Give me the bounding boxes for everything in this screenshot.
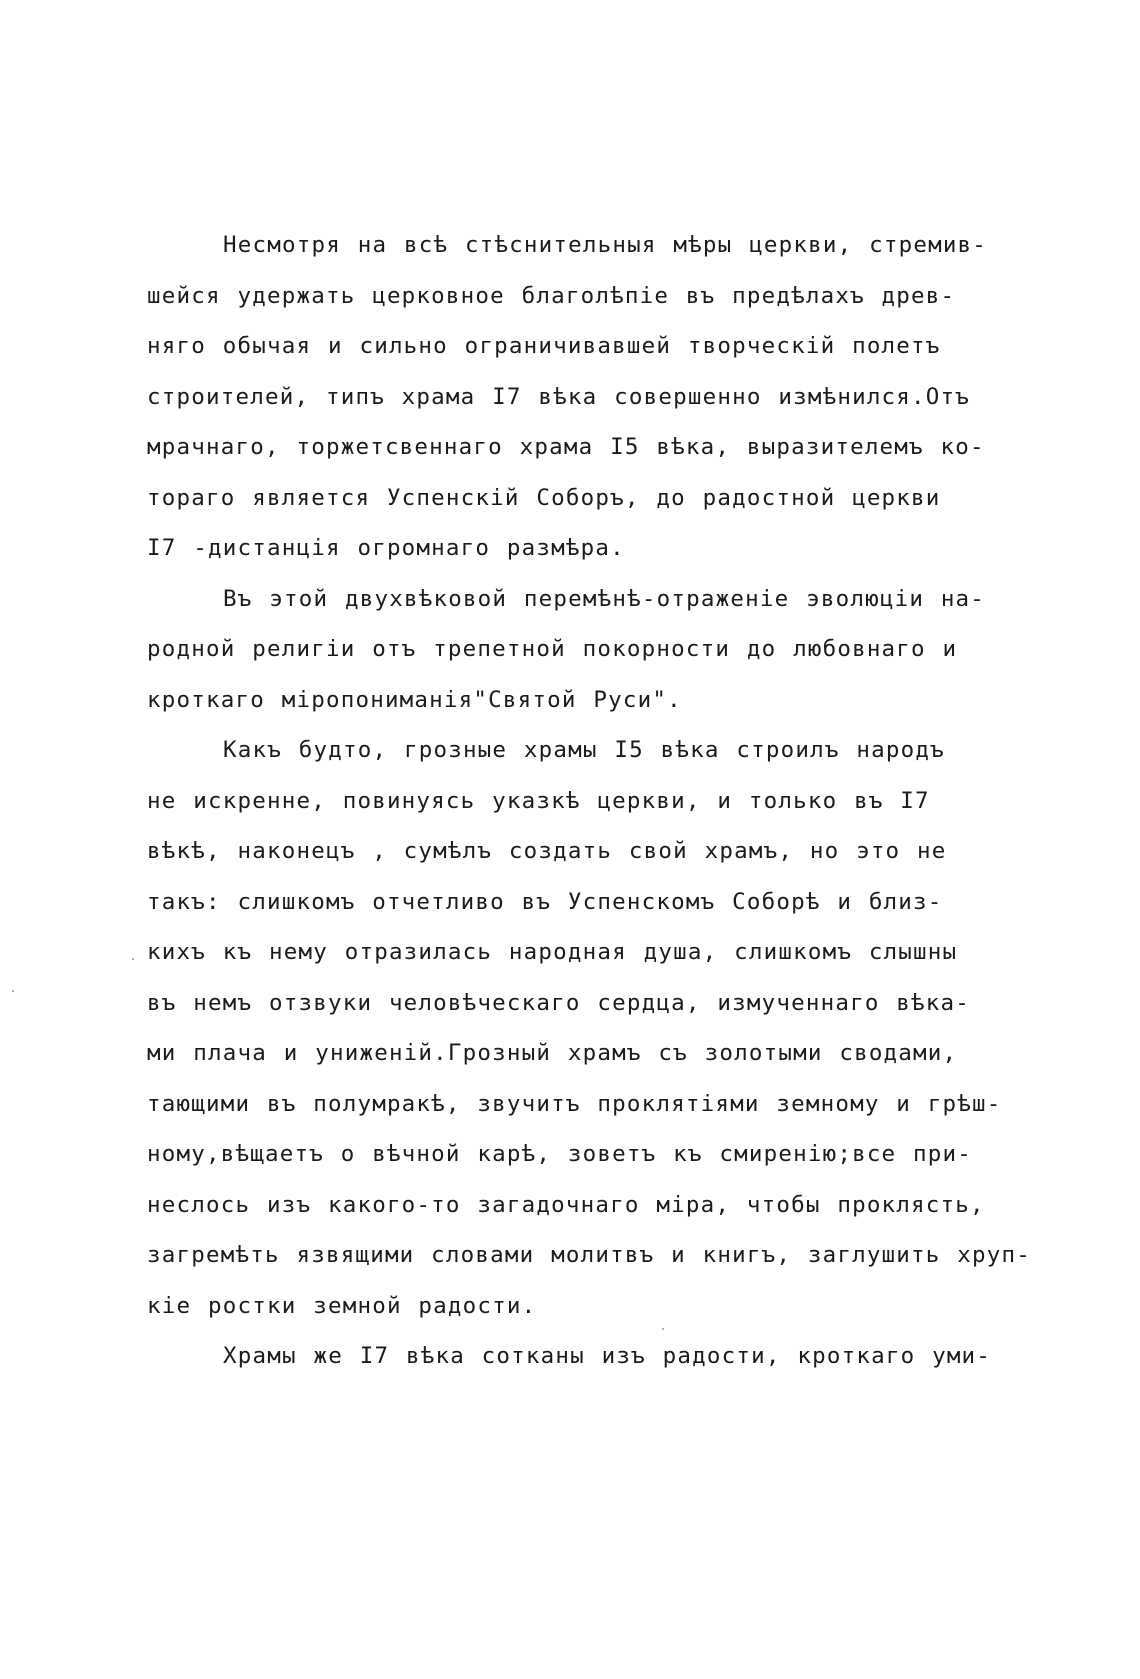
text-line: не искренне, повинуясь указкѣ церкви, и только въ I7 [147,787,930,814]
text-line: шейся удержать церковное благолѣпіе въ предѣлахъ древ- [147,282,956,309]
text-line: неслось изъ какого-то загадочнаго міра, чтобы проклясть, [147,1191,985,1218]
text-line: кіе ростки земной радости. [147,1292,537,1319]
text-line: родной религіи отъ трепетной покорности до любовнаго и [147,636,958,662]
text-line: няго обычая и сильно ограничивавшей творческій полетъ [147,333,941,359]
text-line: мрачнаго, торжетсвеннаго храма I5 вѣка, выразителемъ ко- [147,434,985,460]
text-line: въ немъ отзвуки человѣческаго сердца, измученнаго вѣка- [147,989,971,1016]
text-line: Въ этой двухвѣковой перемѣнѣ-отраженіе эволюціи на- [223,585,986,612]
text-line: тораго является Успенскій Соборъ, до радостной церкви [147,484,941,511]
text-line: кроткаго міропониманія"Святой Руси". [147,686,682,713]
text-line: строителей, типъ храма I7 вѣка совершенно измѣнился.Отъ [147,383,971,410]
text-line: тающими въ полумракѣ, звучитъ проклятіями земному и грѣш- [147,1090,1002,1117]
scan-speck [662,1328,664,1330]
text-line: вѣкѣ, наконецъ , сумѣлъ создать свой храмъ, но это не [147,838,947,864]
text-line: I7 -дистанція огромнаго размѣра. [147,535,625,561]
text-line: Несмотря на всѣ стѣснительныя мѣры церкви, стремив- [223,232,988,258]
text-body [147,220,1067,1382]
text-line: загремѣть язвящими словами молитвъ и книгъ, заглушить хруп- [147,1242,1032,1268]
text-line: кихъ къ нему отразилась народная душа, слишкомъ слышны [147,939,958,965]
scan-speck [132,958,134,960]
text-line: ми плача и униженій.Грозный храмъ съ золотыми сводами, [147,1040,958,1066]
paragraph-2 [147,574,1067,726]
paragraph-1 [147,220,1067,574]
scan-speck [12,990,14,992]
text-line: ному,вѣщаетъ о вѣчной карѣ, зоветъ къ смиренію;все при- [147,1141,973,1167]
text-line: Какъ будто, грозные храмы I5 вѣка строилъ народъ [223,737,945,763]
text-line: Храмы же I7 вѣка сотканы изъ радости, кроткаго уми- [223,1343,992,1369]
text-line: такъ: слишкомъ отчетливо въ Успенскомъ Соборѣ и близ- [147,888,943,915]
paragraph-3 [147,725,1067,1331]
paragraph-4 [147,1331,1067,1382]
